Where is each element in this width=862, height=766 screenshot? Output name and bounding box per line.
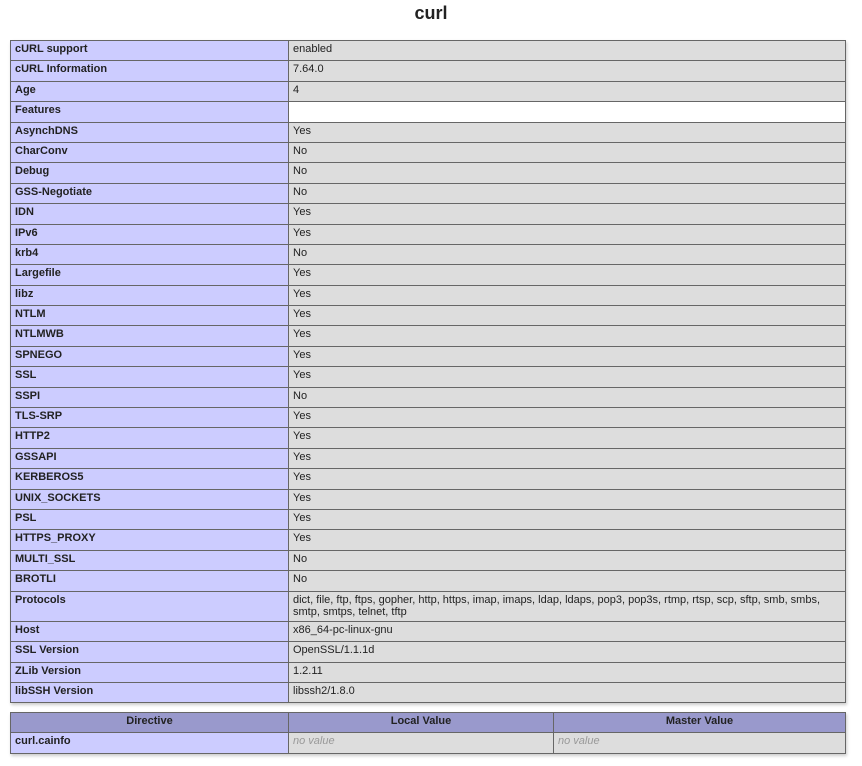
info-value: No — [289, 142, 846, 162]
info-row — [11, 183, 846, 203]
info-row — [11, 346, 846, 366]
info-key: SSL — [11, 367, 289, 387]
info-key: UNIX_SOCKETS — [11, 489, 289, 509]
info-key: HTTP2 — [11, 428, 289, 448]
info-value: 1.2.11 — [289, 662, 846, 682]
info-value: libssh2/1.8.0 — [289, 683, 846, 703]
info-key: GSSAPI — [11, 448, 289, 468]
info-row — [11, 81, 846, 101]
info-row — [11, 448, 846, 468]
local-value-header: Local Value — [289, 713, 554, 733]
info-value: Yes — [289, 265, 846, 285]
info-value: 7.64.0 — [289, 61, 846, 81]
info-key: cURL Information — [11, 61, 289, 81]
info-value: Yes — [289, 489, 846, 509]
info-row — [11, 591, 846, 621]
info-value: No — [289, 183, 846, 203]
curl-info-table — [10, 40, 846, 703]
info-row — [11, 285, 846, 305]
curl-info-table-body — [11, 41, 846, 703]
info-row — [11, 367, 846, 387]
info-value: Yes — [289, 285, 846, 305]
directive-row — [11, 733, 846, 753]
info-value: Yes — [289, 530, 846, 550]
info-value: Yes — [289, 224, 846, 244]
info-row — [11, 387, 846, 407]
info-row — [11, 41, 846, 61]
info-key: KERBEROS5 — [11, 469, 289, 489]
info-row — [11, 530, 846, 550]
info-value: Yes — [289, 367, 846, 387]
info-key: NTLM — [11, 306, 289, 326]
info-key: libSSH Version — [11, 683, 289, 703]
info-value: No — [289, 244, 846, 264]
info-key: NTLMWB — [11, 326, 289, 346]
info-row — [11, 244, 846, 264]
info-value: Yes — [289, 428, 846, 448]
info-value: Yes — [289, 469, 846, 489]
info-row — [11, 61, 846, 81]
info-row — [11, 265, 846, 285]
info-value: 4 — [289, 81, 846, 101]
info-row — [11, 571, 846, 591]
info-value: Yes — [289, 204, 846, 224]
info-value: Yes — [289, 122, 846, 142]
info-value: dict, file, ftp, ftps, gopher, http, https, imap, imaps, ldap, ldaps, pop3, pop3s, rtmp, rtsp, scp, sftp, smb, smbs, smtp, smtps, telnet, tftp — [289, 591, 846, 621]
info-value: Yes — [289, 346, 846, 366]
info-key: Protocols — [11, 591, 289, 621]
info-row — [11, 469, 846, 489]
info-value: No — [289, 550, 846, 570]
info-key: IPv6 — [11, 224, 289, 244]
info-value: OpenSSL/1.1.1d — [289, 642, 846, 662]
directive-name: curl.cainfo — [11, 733, 289, 753]
info-value: enabled — [289, 41, 846, 61]
info-row — [11, 489, 846, 509]
info-key: krb4 — [11, 244, 289, 264]
info-key: GSS-Negotiate — [11, 183, 289, 203]
info-key: cURL support — [11, 41, 289, 61]
info-key: TLS-SRP — [11, 408, 289, 428]
info-row — [11, 408, 846, 428]
info-value: No — [289, 163, 846, 183]
info-key: BROTLI — [11, 571, 289, 591]
info-value: No — [289, 387, 846, 407]
directive-table — [10, 712, 846, 754]
info-row — [11, 683, 846, 703]
info-row — [11, 326, 846, 346]
info-value — [289, 102, 846, 122]
info-row — [11, 102, 846, 122]
info-value: Yes — [289, 306, 846, 326]
info-key: SSPI — [11, 387, 289, 407]
info-key: Age — [11, 81, 289, 101]
info-key: HTTPS_PROXY — [11, 530, 289, 550]
info-value: No — [289, 571, 846, 591]
info-row — [11, 509, 846, 529]
info-value: Yes — [289, 509, 846, 529]
directive-header-row — [11, 713, 846, 733]
info-row — [11, 163, 846, 183]
info-row — [11, 142, 846, 162]
directive-header: Directive — [11, 713, 289, 733]
info-row — [11, 224, 846, 244]
info-value: Yes — [289, 448, 846, 468]
info-row — [11, 122, 846, 142]
info-key: Host — [11, 621, 289, 641]
info-row — [11, 204, 846, 224]
info-key: Largefile — [11, 265, 289, 285]
info-key: MULTI_SSL — [11, 550, 289, 570]
info-row — [11, 428, 846, 448]
info-key: AsynchDNS — [11, 122, 289, 142]
info-key: Debug — [11, 163, 289, 183]
info-key: libz — [11, 285, 289, 305]
info-row — [11, 550, 846, 570]
info-key: PSL — [11, 509, 289, 529]
info-key: SSL Version — [11, 642, 289, 662]
master-value-header: Master Value — [554, 713, 846, 733]
info-key: ZLib Version — [11, 662, 289, 682]
info-row — [11, 621, 846, 641]
info-value: Yes — [289, 326, 846, 346]
local-value: no value — [289, 733, 554, 753]
info-value: x86_64-pc-linux-gnu — [289, 621, 846, 641]
info-key: CharConv — [11, 142, 289, 162]
info-row — [11, 306, 846, 326]
info-row — [11, 662, 846, 682]
info-key: IDN — [11, 204, 289, 224]
info-value: Yes — [289, 408, 846, 428]
info-row — [11, 642, 846, 662]
page-title: curl — [414, 3, 448, 23]
info-key: Features — [11, 102, 289, 122]
info-key: SPNEGO — [11, 346, 289, 366]
master-value: no value — [554, 733, 846, 753]
